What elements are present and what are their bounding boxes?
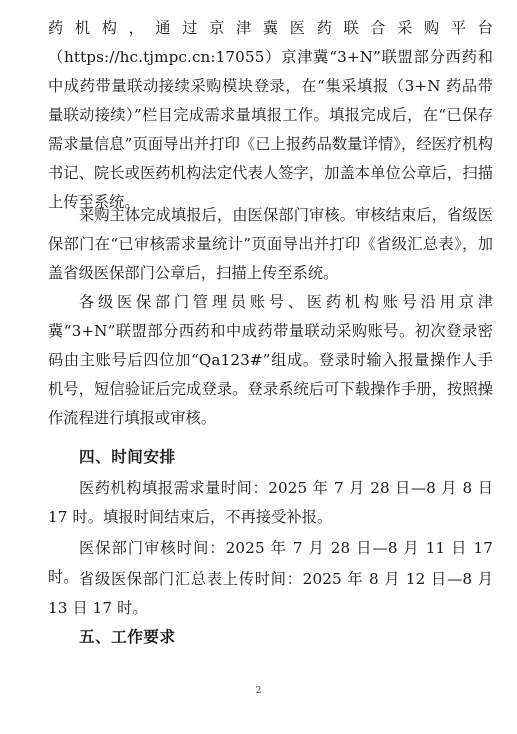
page-number: 2 bbox=[255, 686, 262, 696]
section-heading-requirements: 五、工作要求 bbox=[79, 628, 176, 646]
schedule-item-provincial-upload: 省级医保部门汇总表上传时间：2025 年 8 月 12 日—8 月 13 日 17 时。 bbox=[48, 570, 493, 617]
paragraph-review-process: 采购主体完成填报后，由医保部门审核。审核结束后，省级医保部门在“已审核需求量统计”页面导出并打印《省级汇总表》，加盖省级医保部门公章后，扫描上传至系统。 bbox=[48, 206, 493, 282]
paragraph-fill-and-upload: 药机构，通过京津冀医药联合采购平台（https://hc.tjmpc.cn:17055）京津冀“3+N”联盟部分西药和中成药带量联动接续采购模块登录，在“集采填报（3+N 药品带量联动接续）”栏目完成需求量填报工作。填报完成后，在“已保存需求量信息”页面导出并打印《已上报药品数量详情》，经医疗机构书记、院长或医药机构法定代表人签字，加盖本单位公章后，扫描上传至系统。 bbox=[48, 19, 493, 211]
schedule-item-insurance-review: 医保部门审核时间：2025 年 7 月 28 日—8 月 11 日 17 时。 bbox=[48, 539, 493, 586]
paragraph-account-login: 各级医保部门管理员账号、医药机构账号沿用京津冀“3+N”联盟部分西药和中成药带量联动采购账号。初次登录密码由主账号后四位加“Qa123#”组成。登录时输入报量操作人手机号，短信验证后完成登录。登录系统后可下载操作手册，按照操作流程进行填报或审核。 bbox=[48, 293, 493, 427]
section-heading-schedule: 四、时间安排 bbox=[79, 448, 176, 466]
schedule-item-institution-fill: 医药机构填报需求量时间：2025 年 7 月 28 日—8 月 8 日 17 时。填报时间结束后，不再接受补报。 bbox=[48, 479, 493, 526]
